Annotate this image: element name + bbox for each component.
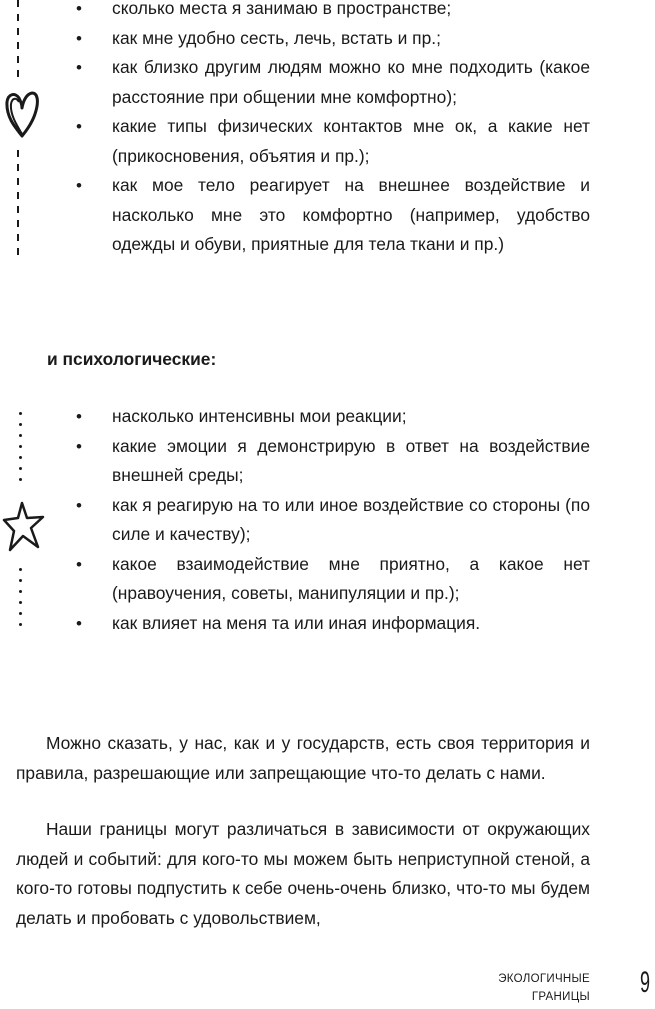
list-item: • как я реагирую на то или иное воздействие со стороны (по силе и качеству); (0, 491, 590, 550)
list-item: • насколько интенсивны мои реакции; (0, 402, 590, 432)
list-item: • какие эмоции я демонстрирую в ответ на воздействие внешней среды; (0, 432, 590, 491)
bullet-icon: • (76, 58, 82, 77)
list-item: • какое взаимодействие мне приятно, а какое нет (нравоучения, советы, манипуляции и пр.); (0, 550, 590, 609)
bullet-icon: • (76, 554, 82, 574)
body-paragraph: Можно сказать, у нас, как и у государств, есть своя территория и правила, разрешающие или запрещающие что-то делать с нами. (16, 733, 590, 783)
bullet-icon: • (76, 117, 82, 136)
physical-boundaries-list (0, 0, 655, 260)
bullet-icon: • (76, 495, 82, 515)
bullet-icon: • (76, 176, 82, 195)
list-item: • как мне удобно сесть, лечь, встать и пр.; (0, 24, 590, 54)
running-footer-title: ЭКОЛОГИЧНЫЕ ГРАНИЦЫ (498, 973, 590, 1003)
list-item: • как влияет на меня та или иная информация. (0, 609, 590, 639)
bullet-icon: • (76, 28, 82, 48)
bullet-icon: • (76, 613, 82, 633)
list-item: • сколько места я занимаю в пространстве; (0, 0, 590, 24)
list-item: • как близко другим людям можно ко мне подходить (какое расстояние при общении мне комфортно); (0, 53, 590, 112)
psychological-boundaries-list (0, 402, 655, 638)
list-item: • как мое тело реагирует на внешнее воздействие и насколько мне это комфортно (например, удобство одежды и обуви, приятные для тела ткани и пр.) (0, 171, 590, 260)
bullet-icon: • (76, 407, 82, 426)
page-number: 9 (640, 966, 651, 999)
section-subheading: и психологические: (47, 349, 217, 369)
list-item: • какие типы физических контактов мне ок, а какие нет (прикосновения, объятия и пр.); (0, 112, 590, 171)
bullet-icon: • (76, 436, 82, 456)
body-paragraph: Наши границы могут различаться в зависимости от окружающих людей и событий: для кого-то мы можем быть неприступной стеной, а кого-то готовы подпустить к себе очень-очень близко, что-то мы будем делать и пробовать с удовольствием, (16, 819, 590, 928)
bullet-icon: • (76, 0, 82, 18)
